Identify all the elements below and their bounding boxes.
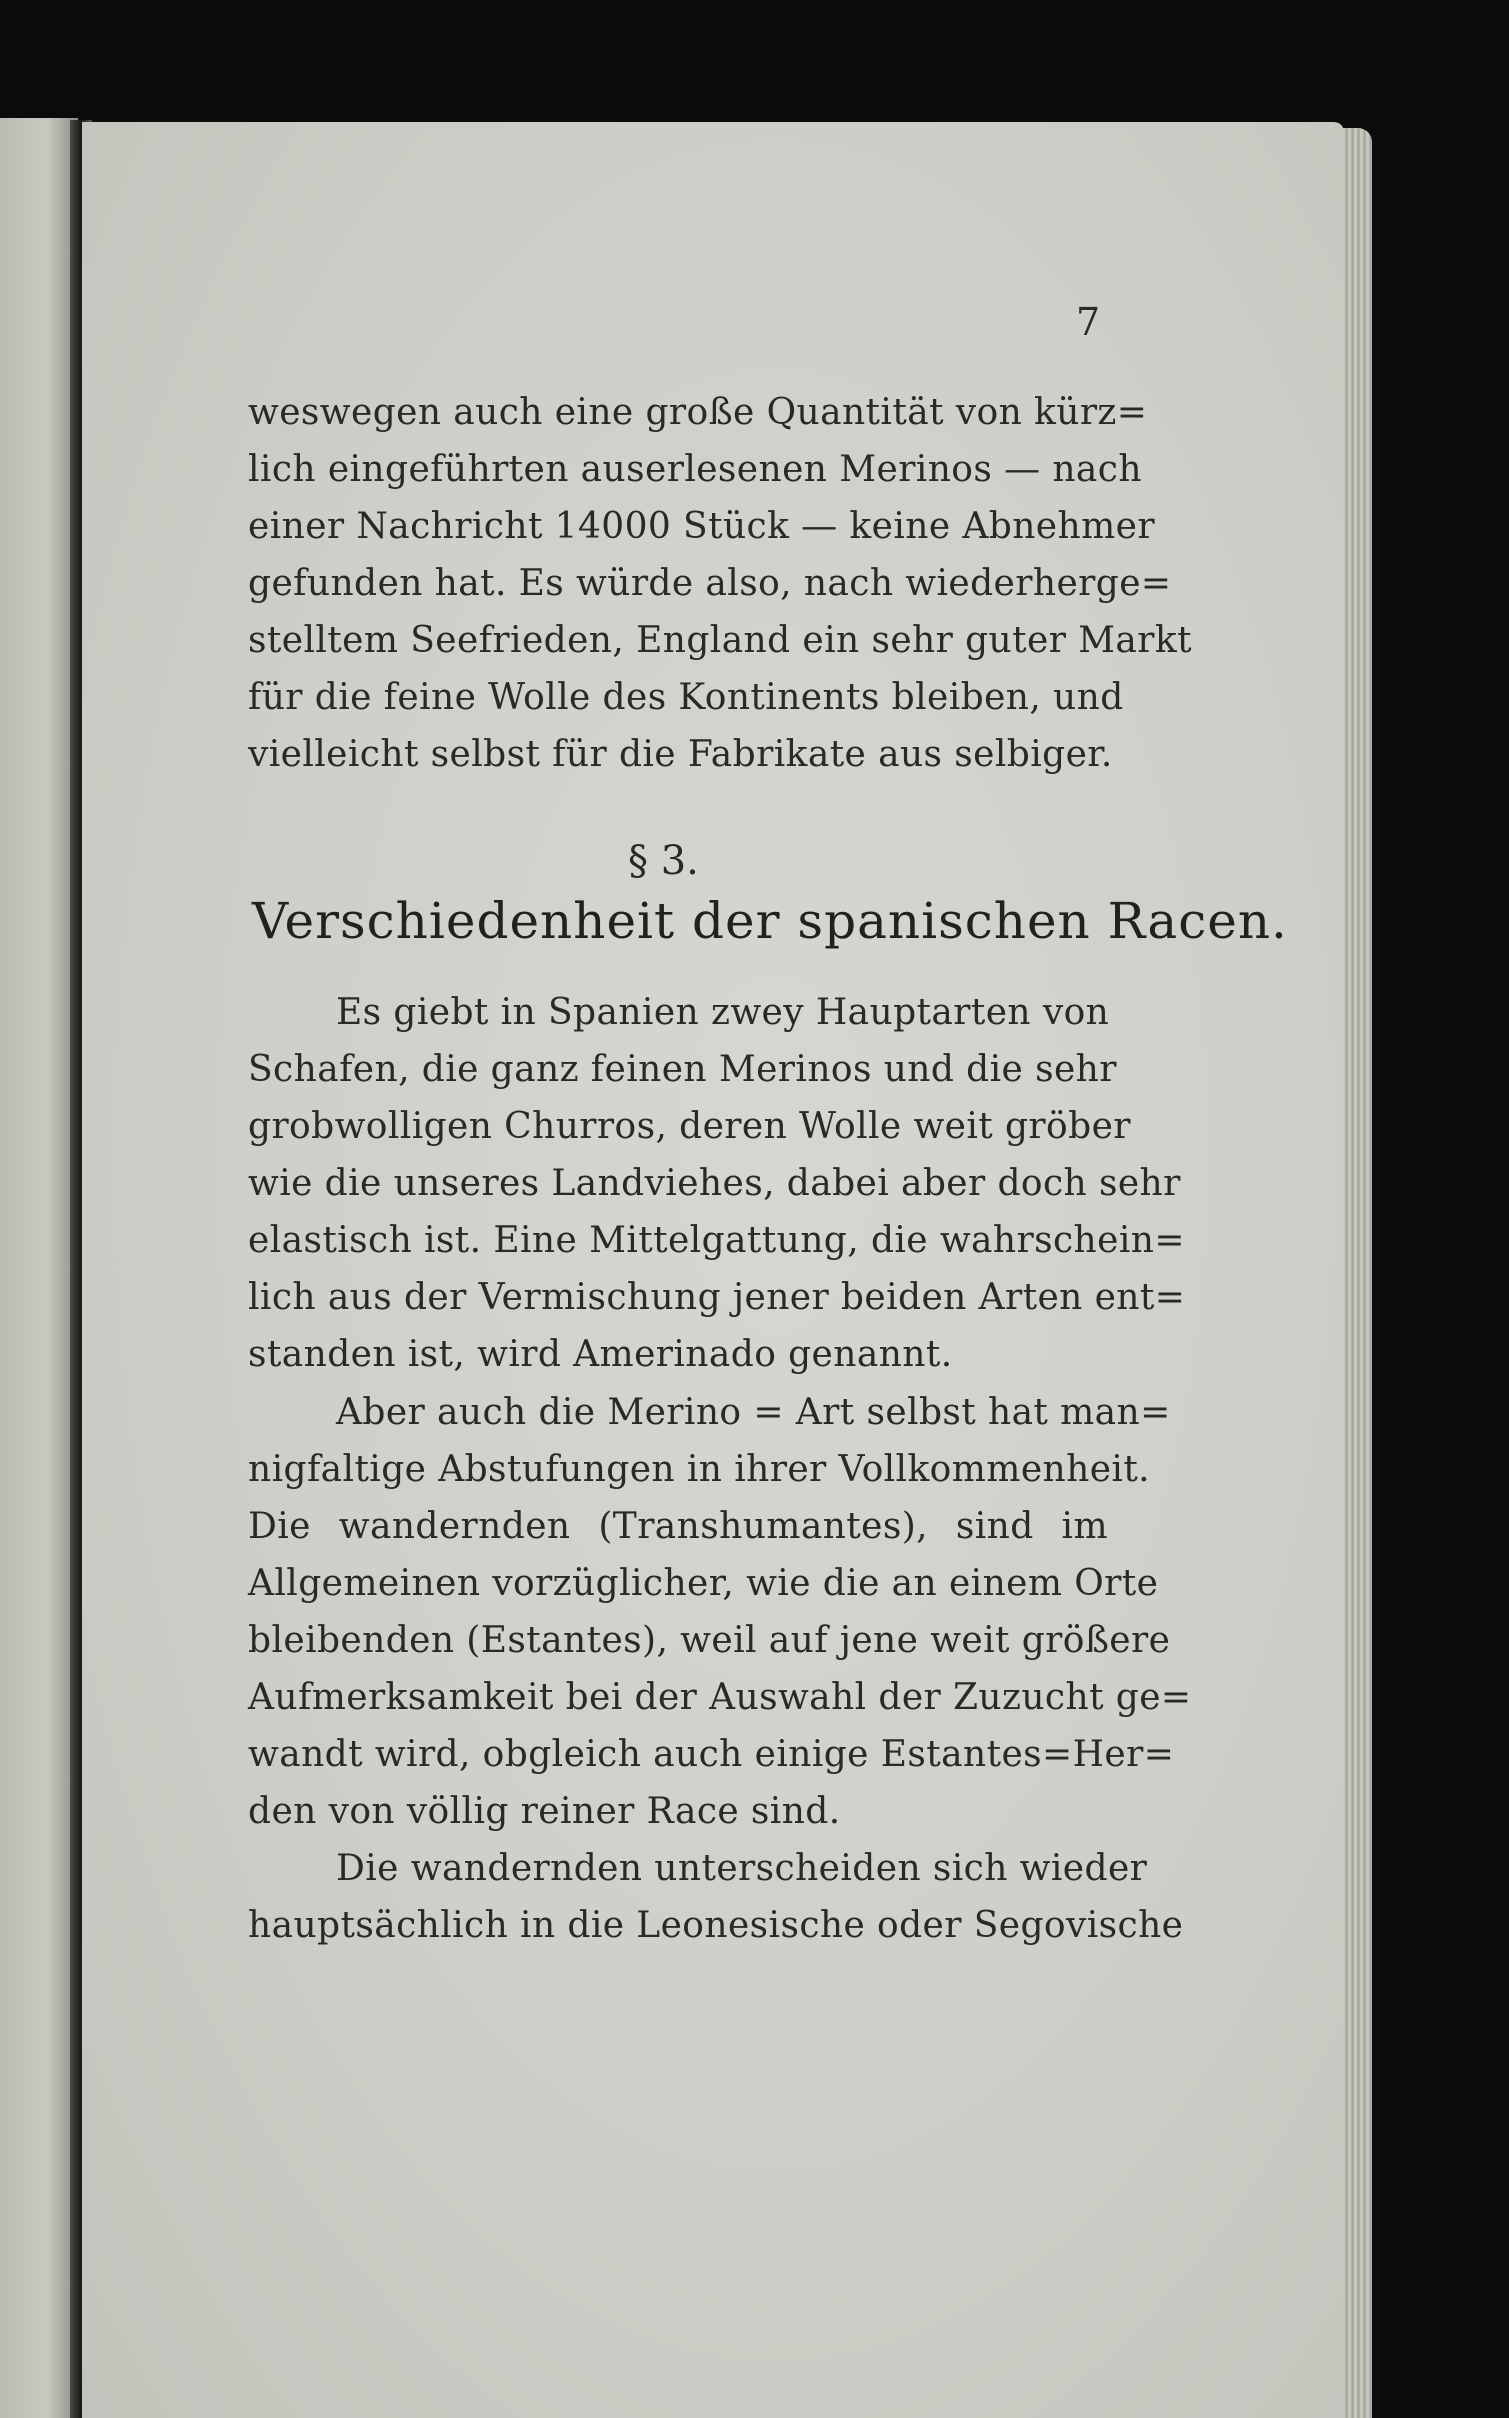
page-number: 7 (1076, 300, 1101, 344)
text-line: hauptsächlich in die Leonesische oder Segovische (248, 1905, 1184, 1946)
text-line: vielleicht selbst für die Fabrikate aus selbiger. (248, 734, 1113, 775)
text-line: elastisch ist. Eine Mittelgattung, die wahrschein= (248, 1220, 1185, 1261)
text-line: Schafen, die ganz feinen Merinos und die sehr (248, 1049, 1117, 1090)
text-line: gefunden hat. Es würde also, nach wiederherge= (248, 563, 1172, 604)
text-line: Die wandernden unterscheiden sich wieder (336, 1848, 1148, 1889)
text-line: für die feine Wolle des Kontinents bleiben, und (248, 677, 1124, 718)
section-heading: Verschiedenheit der spanischen Racen. (252, 892, 1288, 950)
text-line: Aber auch die Merino = Art selbst hat man= (336, 1392, 1171, 1433)
text-line: Es giebt in Spanien zwey Hauptarten von (336, 992, 1110, 1033)
text-line: standen ist, wird Amerinado genannt. (248, 1334, 953, 1375)
text-line: nigfaltige Abstufungen in ihrer Vollkommenheit. (248, 1449, 1151, 1490)
text-line: den von völlig reiner Race sind. (248, 1791, 841, 1832)
section-number: § 3. (628, 838, 699, 884)
text-line: einer Nachricht 14000 Stück — keine Abnehmer (248, 506, 1155, 547)
text-line: grobwolligen Churros, deren Wolle weit gröber (248, 1106, 1131, 1147)
text-line: bleibenden (Estantes), weil auf jene weit größere (248, 1620, 1171, 1661)
text-line: lich eingeführten auserlesenen Merinos — nach (248, 449, 1142, 490)
text-line: wie die unseres Landviehes, dabei aber doch sehr (248, 1163, 1181, 1204)
text-line: wandt wird, obgleich auch einige Estantes=Her= (248, 1734, 1175, 1775)
left-facing-page-edge (0, 118, 78, 2418)
text-line: Allgemeinen vorzüglicher, wie die an einem Orte (248, 1563, 1159, 1604)
text-line: Aufmerksamkeit bei der Auswahl der Zuzucht ge= (248, 1677, 1192, 1718)
text-line: lich aus der Vermischung jener beiden Arten ent= (248, 1277, 1186, 1318)
text-line: stelltem Seefrieden, England ein sehr guter Markt (248, 620, 1192, 661)
text-line: Die wandernden (Transhumantes), sind im (248, 1506, 1108, 1547)
text-line: weswegen auch eine große Quantität von kürz= (248, 392, 1148, 433)
